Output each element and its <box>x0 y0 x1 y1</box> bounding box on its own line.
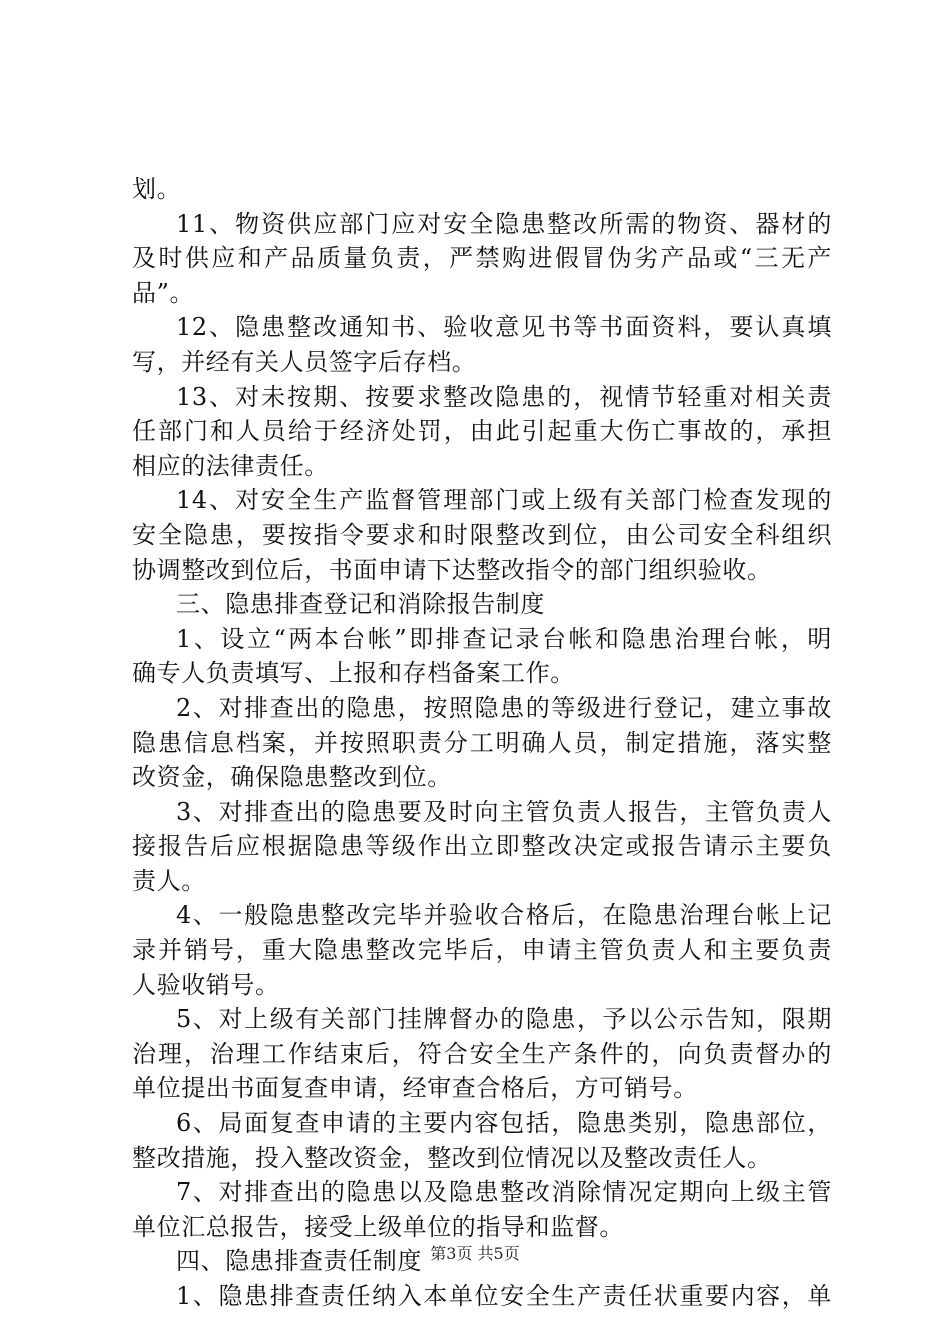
text-line: 及时供应和产品质量负责，严禁购进假冒伪劣产品或“三无产 <box>132 244 832 273</box>
text-line: 确专人负责填写、上报和存档备案工作。 <box>132 659 575 688</box>
text-line: 2、对排查出的隐患，按照隐患的等级进行登记，建立事故 <box>176 693 832 722</box>
text-line: 11、物资供应部门应对安全隐患整改所需的物资、器材的 <box>176 209 832 238</box>
text-line: 单位提出书面复查申请，经审查合格后，方可销号。 <box>132 1074 698 1103</box>
text-line: 人验收销号。 <box>132 970 280 999</box>
document-body <box>132 172 832 1314</box>
text-line: 安全隐患，要按指令要求和时限整改到位，由公司安全科组织 <box>132 520 832 549</box>
text-line: 协调整改到位后，书面申请下达整改指令的部门组织验收。 <box>132 555 772 584</box>
text-line: 12、隐患整改通知书、验收意见书等书面资料，要认真填 <box>176 313 832 342</box>
text-line: 录并销号，重大隐患整改完毕后，申请主管负责人和主要负责 <box>132 936 832 965</box>
text-line: 相应的法律责任。 <box>132 451 329 480</box>
text-line: 7、对排查出的隐患以及隐患整改消除情况定期向上级主管 <box>176 1178 832 1207</box>
text-line: 三、隐患排查登记和消除报告制度 <box>176 590 545 619</box>
page-footer: 第3页 共5页 <box>430 1244 520 1263</box>
text-line: 责人。 <box>132 866 206 895</box>
text-line: 5、对上级有关部门挂牌督办的隐患，予以公示告知，限期 <box>176 1005 832 1034</box>
text-line: 1、隐患排查责任纳入本单位安全生产责任状重要内容，单 <box>176 1282 832 1310</box>
text-line: 任部门和人员给于经济处罚，由此引起重大伤亡事故的，承担 <box>132 417 832 446</box>
text-line: 接报告后应根据隐患等级作出立即整改决定或报告请示主要负 <box>132 832 832 861</box>
text-line: 4、一般隐患整改完毕并验收合格后，在隐患治理台帐上记 <box>176 901 832 930</box>
text-line: 1、设立“两本台帐”即排查记录台帐和隐患治理台帐，明 <box>176 624 832 653</box>
text-line: 隐患信息档案，并按照职责分工明确人员，制定措施，落实整 <box>132 728 832 757</box>
text-line: 14、对安全生产监督管理部门或上级有关部门检查发现的 <box>176 486 832 515</box>
text-line: 写，并经有关人员签字后存档。 <box>132 347 477 376</box>
text-line: 13、对未按期、按要求整改隐患的，视情节轻重对相关责 <box>176 382 832 411</box>
text-line: 划。 <box>132 175 182 203</box>
text-line: 单位汇总报告，接受上级单位的指导和监督。 <box>132 1212 624 1241</box>
text-line: 6、局面复查申请的主要内容包括，隐患类别，隐患部位， <box>176 1109 832 1138</box>
text-line: 四、隐患排查责任制度 <box>176 1247 422 1276</box>
text-line: 3、对排查出的隐患要及时向主管负责人报告，主管负责人 <box>176 797 832 826</box>
text-line: 改资金，确保隐患整改到位。 <box>132 763 452 792</box>
text-line: 品”。 <box>132 278 195 307</box>
text-line: 整改措施，投入整改资金，整改到位情况以及整改责任人。 <box>132 1143 772 1172</box>
text-line: 治理，治理工作结束后，符合安全生产条件的，向负责督办的 <box>132 1039 832 1068</box>
